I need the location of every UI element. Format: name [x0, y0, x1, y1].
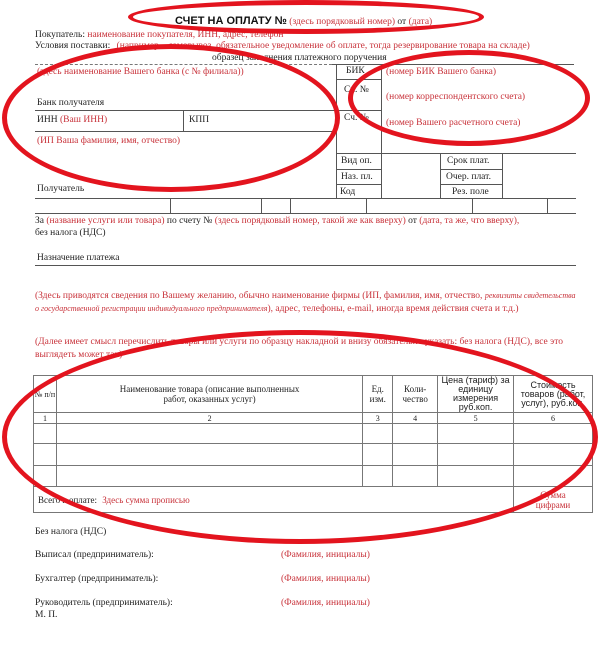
table-row — [34, 444, 593, 466]
purpose-date-hint: (дата, та же, что вверху), — [419, 216, 520, 226]
total-digits-hint: Сумма цифрами — [513, 487, 592, 513]
divider — [336, 169, 381, 170]
info-note-italic: реквизиты свидетельства о государственной регистрации индивидуального предпринимателя — [35, 291, 576, 313]
table-row — [34, 424, 593, 444]
divider — [35, 131, 332, 132]
total-cell — [34, 487, 514, 513]
info-note-text-2: ), адрес, телефоны, e-mail, иногда время действия счета и т.д.) — [267, 303, 519, 314]
col-number: 3 — [363, 413, 393, 424]
divider — [336, 64, 337, 198]
terms-label: Условия поставки: — [35, 41, 111, 51]
signature-role: Руководитель (предприниматель): — [35, 598, 173, 608]
purpose-number-hint: (здесь порядковый номер, такой же как вверху) — [214, 216, 406, 226]
col-number: 4 — [393, 413, 438, 424]
cell — [393, 466, 438, 487]
header-price: Цена (тариф) за единицу измерения руб.коп. — [438, 376, 514, 413]
col-number: 2 — [56, 413, 362, 424]
divider — [35, 213, 576, 214]
bank-label: Банк получателя — [37, 98, 105, 108]
divider — [336, 79, 381, 80]
buyer-value: наименование покупателя, ИНН, адрес, телефон — [87, 30, 284, 40]
po-schetu-label: по счету № — [166, 216, 213, 226]
cell — [56, 424, 362, 444]
bik-label: БИК — [346, 66, 365, 76]
cell — [34, 444, 57, 466]
divider — [502, 153, 503, 198]
inn-line — [37, 115, 107, 125]
total-label: Всего к оплате: — [38, 494, 97, 505]
table-header-row — [34, 376, 593, 413]
divider — [170, 198, 171, 213]
corr-account-hint: (номер корреспондентского счета) — [386, 92, 526, 102]
account-label: Сч. № — [344, 113, 369, 123]
divider — [472, 198, 473, 213]
srok-plat-label: Срок плат. — [447, 156, 490, 166]
cell — [513, 424, 592, 444]
total-words-hint: Здесь сумма прописью — [102, 494, 190, 505]
cell — [363, 424, 393, 444]
buyer-label: Покупатель: — [35, 30, 85, 40]
cell — [56, 466, 362, 487]
cell — [438, 424, 514, 444]
terms-value: (например – самовывоз, обязательное уведомление об оплате, тогда резервирование товара на складе) — [116, 41, 530, 51]
footer-no-tax: Без налога (НДС) — [35, 527, 107, 537]
col-number: 6 — [513, 413, 592, 424]
kod-label: Код — [340, 187, 356, 197]
ocher-plat-label: Очер. плат. — [446, 172, 491, 182]
signature-name-hint: (Фамилия, инициалы) — [281, 550, 370, 560]
inn-hint: (Ваш ИНН) — [59, 115, 108, 125]
header-unit: Ед. изм. — [363, 376, 393, 413]
cell — [513, 444, 592, 466]
divider — [440, 184, 502, 185]
bank-name-hint: (здесь наименование Вашего банка (с № филиала)) — [37, 67, 244, 77]
table-row — [34, 466, 593, 487]
payment-order-caption: образец заполнения платежного поручения — [212, 53, 387, 63]
cell — [34, 466, 57, 487]
col-number: 5 — [438, 413, 514, 424]
divider — [440, 153, 441, 198]
signature-name-hint: (Фамилия, инициалы) — [281, 574, 370, 584]
goods-note: (Далее имеет смысл перечислить товары или услуги по образцу накладной и внизу обязательно указать: без налога (НДС), все это выглядеть может так) — [35, 337, 563, 360]
vid-op-label: Вид оп. — [341, 156, 372, 166]
cell — [513, 466, 592, 487]
cell — [438, 444, 514, 466]
cell — [438, 466, 514, 487]
table-total-row — [34, 487, 593, 513]
cell — [363, 444, 393, 466]
divider — [440, 169, 502, 170]
kpp-label: КПП — [189, 115, 210, 125]
purpose-label: Назначение платежа — [37, 253, 120, 263]
buyer-line — [35, 30, 283, 40]
recipient-label: Получатель — [37, 184, 85, 194]
goods-table — [33, 375, 593, 513]
za-label: За — [35, 216, 44, 226]
terms-line — [35, 41, 530, 51]
divider — [35, 265, 576, 266]
recipient-hint: (ИП Ваша фамилия, имя, отчество) — [37, 136, 181, 146]
divider — [261, 198, 262, 213]
signature-role: Выписал (предприниматель): — [35, 550, 154, 560]
invoice-title-line — [175, 15, 432, 27]
rez-pole-label: Рез. поле — [452, 187, 489, 197]
divider — [547, 198, 548, 213]
header-cost: Стоимость товаров (работ, услуг), руб.коп. — [513, 376, 592, 413]
divider — [332, 64, 574, 65]
signature-role: Бухгалтер (предприниматель): — [35, 574, 159, 584]
inn-label: ИНН — [37, 115, 58, 125]
signature-name-hint: (Фамилия, инициалы) — [281, 598, 370, 608]
cell — [363, 466, 393, 487]
no-tax-label: без налога (НДС) — [35, 228, 106, 238]
account-hint: (номер Вашего расчетного счета) — [386, 118, 521, 128]
ot-label: от — [408, 216, 417, 226]
header-num: № п/п — [34, 376, 57, 413]
divider — [290, 198, 291, 213]
header-name: Наименование товара (описание выполненных работ, оказанных услуг) — [56, 376, 362, 413]
cell — [393, 444, 438, 466]
divider — [381, 64, 382, 198]
invoice-number-hint: (здесь порядковый номер) — [289, 17, 396, 27]
divider — [183, 110, 184, 131]
divider — [336, 153, 576, 154]
purpose-line — [35, 216, 519, 226]
item-hint: (название услуги или товара) — [46, 216, 165, 226]
corr-account-label: Сч. № — [344, 85, 369, 95]
header-qty: Коли-чество — [393, 376, 438, 413]
cell — [56, 444, 362, 466]
from-label: от — [397, 17, 407, 27]
divider — [35, 198, 576, 199]
stamp-label: М. П. — [35, 610, 58, 620]
divider — [332, 110, 381, 111]
col-number: 1 — [34, 413, 57, 424]
invoice-date-hint: (дата) — [408, 17, 433, 27]
naz-pl-label: Наз. пл. — [341, 172, 373, 182]
cell — [34, 424, 57, 444]
divider — [336, 184, 381, 185]
divider — [366, 198, 367, 213]
dashed-divider — [35, 64, 332, 65]
table-number-row — [34, 413, 593, 424]
cell — [393, 424, 438, 444]
info-note-text: (Здесь приводятся сведения по Вашему желанию, обычно наименование фирмы (ИП, фамилия, имя, отчество, — [35, 291, 483, 301]
invoice-title: СЧЕТ НА ОПЛАТУ № — [175, 15, 287, 27]
bik-hint: (номер БИК Вашего банка) — [386, 67, 497, 77]
info-note — [35, 290, 580, 315]
